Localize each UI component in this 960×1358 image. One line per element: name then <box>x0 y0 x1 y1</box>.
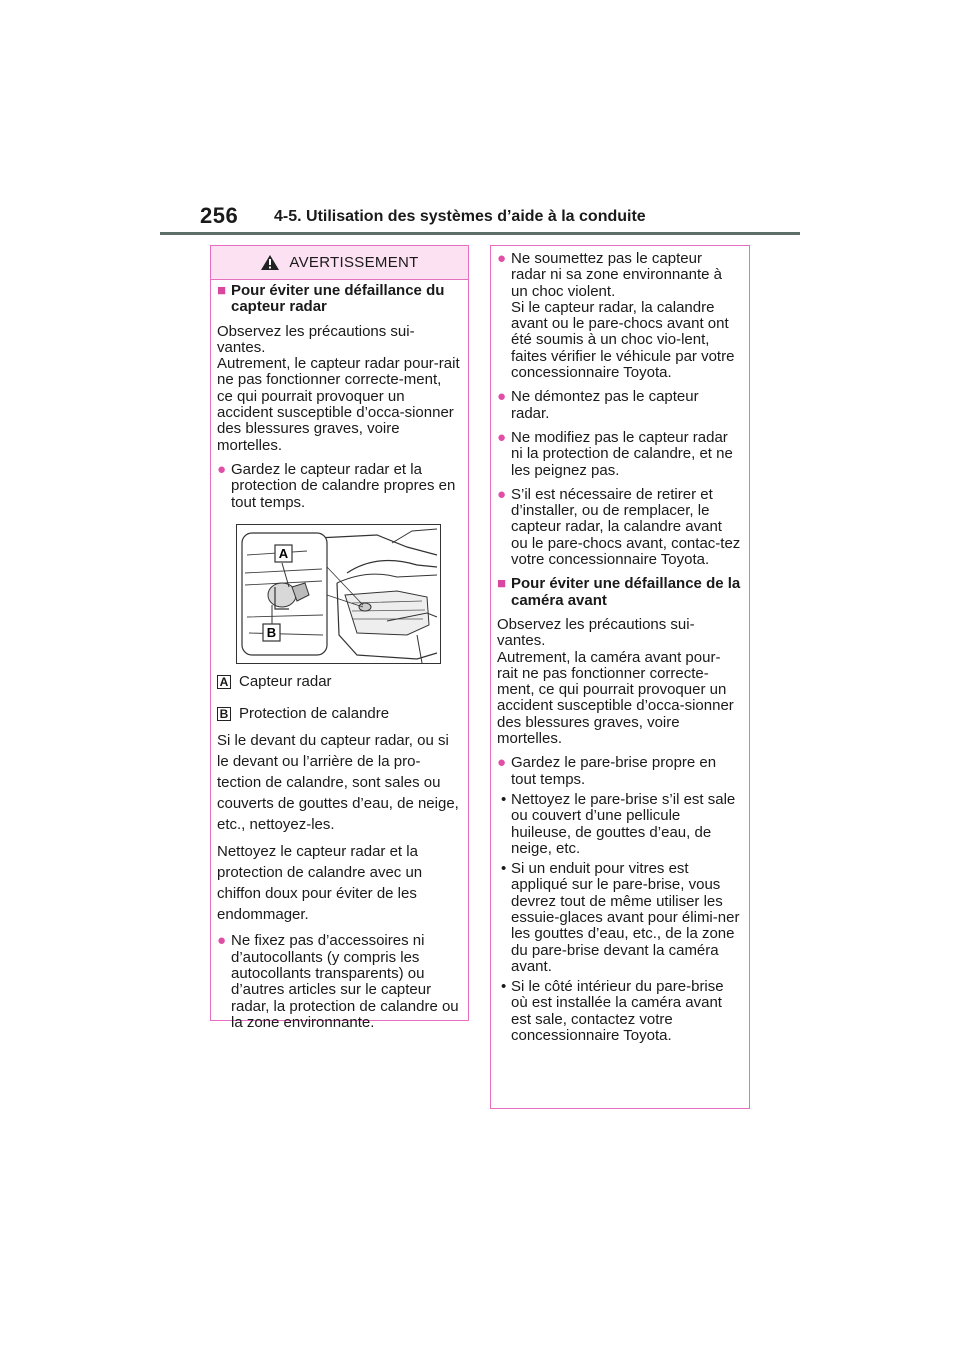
bullet-windshield-clean-text: Gardez le pare-brise propre en tout temps. <box>511 754 717 788</box>
dot-bullet-icon: ● <box>497 250 507 267</box>
bullet-no-shock-detail: Si le capteur radar, la calandre avant ou le pare-chocs avant ont été soumis à un choc vio-lent, faites vérifier le véhicule par votre concessionnaire Toyota. <box>511 298 735 382</box>
legend-b <box>217 706 460 722</box>
legend-b-key: B <box>217 707 231 721</box>
radar-cleaning-paragraph: Si le devant du capteur radar, ou si le devant ou l’arrière de la pro-tection de calandre, sont sales ou couverts de gouttes d’eau, de neige, etc., nettoyez-les. <box>217 732 459 834</box>
bullet-no-disassemble-text: Ne démontez pas le capteur radar. <box>511 388 699 422</box>
legend-a <box>217 674 460 690</box>
warning-title: AVERTISSEMENT <box>289 254 419 271</box>
header-rule <box>160 232 800 235</box>
bullet-keep-clean-text: Gardez le capteur radar et la protection de calandre propres en tout temps. <box>231 460 456 511</box>
dot-bullet-icon: ● <box>497 428 507 446</box>
dot-bullet-icon: ● <box>497 388 507 406</box>
radar-soft-cloth-paragraph: Nettoyez le capteur radar et la protection de calandre avec un chiffon doux pour éviter de les endommager. <box>217 843 423 924</box>
radar-heading <box>217 283 460 316</box>
warning-triangle-icon <box>260 254 280 271</box>
bullet-no-shock-main: Ne soumettez pas le capteur radar ni sa zone environnante à un choc violent. <box>511 250 722 300</box>
warning-box-left <box>210 245 469 1031</box>
sub-item-clean-windshield <box>497 792 741 857</box>
dot-bullet-icon: ● <box>497 754 507 772</box>
square-bullet-icon: ■ <box>497 575 507 593</box>
page-header <box>200 203 800 233</box>
bullet-no-shock <box>497 251 741 381</box>
camera-intro-consequence: Autrement, la caméra avant pour-rait ne pas fonctionner correcte-ment, ce qui pourrait provoquer un accident susceptible d’occa-sionner des blessures graves, voire mortelles. <box>497 648 734 748</box>
dot-bullet-icon: ● <box>217 460 227 478</box>
bullet-no-accessories-text: Ne fixez pas d’accessoires ni d’autocollants (y compris les autocollants transparents) ou d’autres articles sur le capteur radar, la protection de calandre ou la zone environnante. <box>231 932 459 1031</box>
bullet-keep-clean <box>217 462 460 511</box>
camera-intro: Observez les précautions sui-vantes. <box>497 615 695 650</box>
legend-a-key: A <box>217 675 231 689</box>
bullet-no-modify-text: Ne modifiez pas le capteur radar ni la protection de calandre, et ne les peignez pas. <box>511 428 733 479</box>
bullet-removal-text: S’il est nécessaire de retirer et d’installer, ou de remplacer, le capteur radar, la calandre avant ou le pare-chocs avant, contac-tez votre concessionnaire Toyota. <box>511 485 741 569</box>
legend-a-text: Capteur radar <box>239 672 332 690</box>
square-bullet-icon: ■ <box>217 282 227 299</box>
bullet-windshield-clean <box>497 755 741 788</box>
legend-b-text: Protection de calandre <box>239 705 390 723</box>
bullet-no-modify <box>497 430 741 479</box>
warning-box-right <box>490 245 750 1109</box>
radar-intro-consequence: Autrement, le capteur radar pour-rait ne pas fonctionner correcte-ment, ce qui pourrait provoquer un accident susceptible d’occa-sionner des blessures graves, voire mortelles. <box>217 355 460 454</box>
sub-bullet-marker: • <box>501 790 507 808</box>
sub-bullet-marker: • <box>501 860 507 878</box>
callout-b: B <box>266 624 277 640</box>
dot-bullet-icon: ● <box>217 932 227 950</box>
radar-sensor-illustration <box>236 524 441 664</box>
sub-item-glass-coating-text: Si un enduit pour vitres est appliqué sur le pare-brise, vous devrez tout de même utiliser les essuie-glaces avant pour élimi-ner les gouttes d’eau, etc., de la zone du pare-brise devant la caméra avant. <box>511 860 740 975</box>
bullet-no-accessories <box>217 933 460 1031</box>
bullet-no-disassemble <box>497 389 741 422</box>
dot-bullet-icon: ● <box>497 485 507 503</box>
sub-item-inner-side-text: Si le côté intérieur du pare-brise où est installée la caméra avant est sale, contactez votre concessionnaire Toyota. <box>511 978 724 1045</box>
camera-heading <box>497 576 741 609</box>
radar-intro: Observez les précautions sui-vantes. <box>217 322 415 356</box>
sub-item-glass-coating <box>497 861 741 975</box>
sub-item-clean-windshield-text: Nettoyez le pare-brise s’il est sale ou couvert d’une pellicule huileuse, de gouttes d’eau, de neige, etc. <box>511 790 736 857</box>
camera-heading-text: Pour éviter une défaillance de la caméra avant <box>511 575 741 609</box>
sub-item-inner-side <box>497 979 741 1044</box>
car-front-drawing <box>237 525 440 663</box>
callout-a: A <box>278 545 289 561</box>
sub-bullet-marker: • <box>501 978 507 996</box>
warning-header <box>211 246 468 280</box>
radar-heading-text: Pour éviter une défaillance du capteur radar <box>231 282 445 316</box>
bullet-removal <box>497 487 741 568</box>
bullet-no-shock-text <box>511 251 741 381</box>
section-title: 4-5. Utilisation des systèmes d’aide à la conduite <box>274 208 646 225</box>
page-number: 256 <box>200 203 239 228</box>
